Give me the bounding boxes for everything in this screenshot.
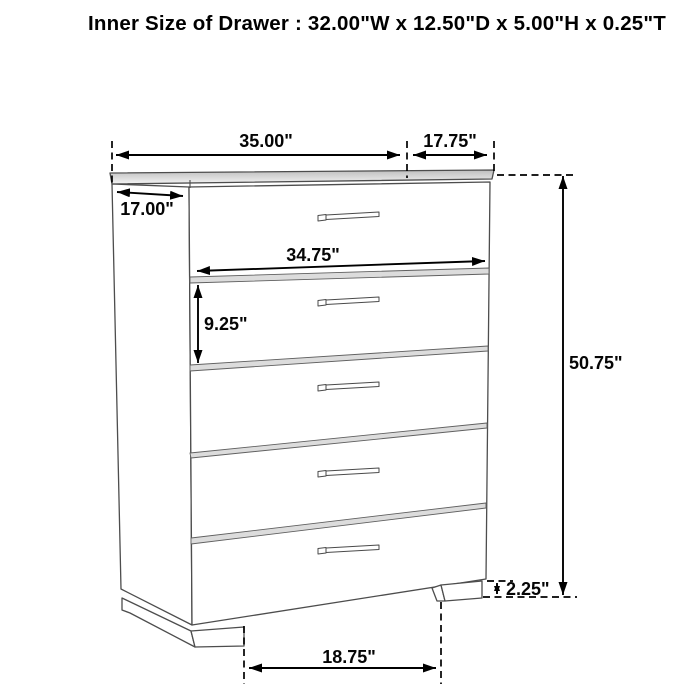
dim-label-foot-spacing: 18.75" bbox=[322, 647, 376, 667]
dim-label-top-depth: 17.75" bbox=[423, 131, 477, 151]
handle-cap bbox=[318, 471, 326, 478]
chest-drawing bbox=[110, 170, 494, 647]
handle-cap bbox=[318, 548, 326, 555]
right-foot-front bbox=[441, 581, 482, 601]
handle-cap bbox=[318, 385, 326, 392]
page-title: Inner Size of Drawer : 32.00"W x 12.50"D x 5.00"H x 0.25"T bbox=[88, 12, 667, 35]
handle-cap bbox=[318, 300, 326, 307]
dim-label-overall-height: 50.75" bbox=[569, 353, 623, 373]
handle-cap bbox=[318, 215, 326, 222]
chest-top-panel bbox=[110, 170, 494, 184]
dim-label-top-width: 35.00" bbox=[239, 131, 293, 151]
dim-label-drawer-width: 34.75" bbox=[286, 245, 340, 265]
chest-side-panel bbox=[112, 184, 192, 625]
dim-label-drawer-height: 9.25" bbox=[204, 314, 248, 334]
dim-label-foot-height: 2.25" bbox=[506, 579, 550, 599]
left-foot-front bbox=[191, 627, 244, 647]
dim-label-side-depth: 17.00" bbox=[120, 199, 174, 219]
